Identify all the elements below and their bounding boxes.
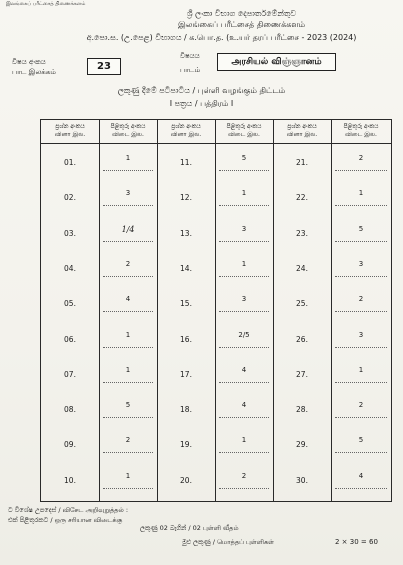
answer-number: 4	[241, 365, 247, 374]
answer-number: 1	[358, 365, 364, 374]
answer-number: 1	[241, 259, 247, 268]
answer-dotted-line	[219, 382, 269, 383]
footer-per-answer: එක් පිළිතුරකට / ஒரு சரியான விடைக்கு	[8, 516, 123, 524]
question-number: 11.	[180, 158, 192, 167]
question-number-header	[41, 123, 99, 139]
answer-number: 5	[241, 154, 247, 162]
answer-dotted-line	[219, 241, 269, 242]
answer-dotted-line	[103, 347, 153, 348]
subject-code-box	[87, 58, 121, 75]
question-number: 17.	[180, 369, 192, 379]
answer-dotted-line	[335, 347, 387, 348]
header-text-tamil: விடை இல.	[112, 131, 144, 138]
header-text-sinhala: ප්‍රශ්න අංකය	[55, 123, 85, 130]
question-number: 04.	[64, 263, 76, 273]
subject-name-box	[217, 53, 336, 71]
paper-title: I පත්‍රය / பத்திரம் I	[169, 99, 234, 108]
subject-name-label-2: பாடம்	[180, 66, 201, 74]
answer-dotted-line	[335, 311, 387, 312]
answer-dotted-line	[335, 241, 387, 242]
answer-number-header	[99, 123, 157, 139]
answer-number: 2	[241, 471, 247, 480]
question-number: 07.	[64, 369, 76, 379]
answer-dotted-line	[219, 347, 269, 348]
question-number: 02.	[64, 193, 76, 203]
answer-number: 2/5	[238, 330, 250, 339]
answer-number: 1	[358, 189, 364, 198]
question-number: 26.	[296, 334, 308, 344]
answer-number: 2	[358, 295, 364, 304]
answer-dotted-line	[219, 276, 269, 277]
answer-number-header	[331, 123, 391, 139]
question-number: 21.	[296, 158, 308, 167]
question-number: 24.	[296, 263, 308, 273]
answer-dotted-line	[219, 205, 269, 206]
answer-number: 5	[358, 224, 364, 233]
answer-dotted-line	[103, 452, 153, 453]
answer-number: 4	[358, 471, 364, 480]
footer-total-label: මුළු ලකුණු / மொத்தப் புள்ளிகள்	[182, 538, 274, 546]
question-number: 10.	[64, 475, 76, 485]
question-number: 08.	[64, 405, 76, 415]
answer-number: 3	[125, 189, 131, 198]
answer-dotted-line	[103, 170, 153, 171]
header-text-tamil: விடை இல.	[228, 131, 260, 138]
answer-dotted-line	[103, 382, 153, 383]
header-text-sinhala: ප්‍රශ්න අංකය	[171, 123, 201, 130]
answer-number: 4	[125, 295, 131, 304]
answer-number: 1/4	[121, 224, 135, 234]
answer-number: 2	[125, 259, 131, 268]
answer-number: 3	[241, 295, 247, 304]
answer-number: 5	[125, 401, 131, 410]
question-number-header	[157, 123, 215, 139]
answer-number: 5	[358, 436, 364, 445]
question-number: 12.	[180, 193, 192, 203]
question-number: 06.	[64, 334, 76, 344]
header-text-sinhala: පිළිතුරු අංකය	[110, 123, 146, 130]
subject-name: அரசியல் விஞ்ஞானம்	[231, 56, 322, 67]
answer-dotted-line	[219, 452, 269, 453]
question-number: 30.	[296, 475, 308, 485]
question-number: 22.	[296, 193, 308, 203]
answer-number: 2	[358, 154, 364, 162]
top-strip-text: இலங்கைப் பரீட்சைத் திணைக்களம்	[6, 1, 86, 7]
question-number: 05.	[64, 299, 76, 309]
answer-dotted-line	[335, 170, 387, 171]
answer-dotted-line	[103, 311, 153, 312]
answer-number: 2	[358, 401, 364, 410]
answer-number: 3	[358, 330, 364, 339]
subject-code: 23	[97, 61, 111, 72]
answer-dotted-line	[219, 488, 269, 489]
question-number: 09.	[64, 440, 76, 450]
answer-dotted-line	[335, 382, 387, 383]
answer-number: 1	[125, 471, 131, 480]
answer-dotted-line	[335, 417, 387, 418]
question-number: 19.	[180, 440, 192, 450]
subject-code-label-1: විෂය අංකය	[12, 58, 46, 66]
question-number: 18.	[180, 405, 192, 415]
question-number: 29.	[296, 440, 308, 450]
answer-dotted-line	[335, 276, 387, 277]
answer-dotted-line	[219, 170, 269, 171]
header-text-tamil: வினா இல.	[286, 131, 318, 138]
answer-number-header	[215, 123, 273, 139]
answer-number: 1	[241, 436, 247, 445]
question-number: 13.	[180, 228, 192, 238]
answer-dotted-line	[103, 488, 153, 489]
question-number: 01.	[64, 158, 76, 167]
answer-number: 1	[125, 330, 131, 339]
question-number: 25.	[296, 299, 308, 309]
answer-number: 4	[241, 401, 247, 410]
answer-dotted-line	[335, 452, 387, 453]
answer-dotted-line	[335, 205, 387, 206]
subject-code-label-2: பாட இலக்கம்	[12, 68, 56, 76]
header-text-tamil: விடை இல.	[345, 131, 377, 138]
question-number-header	[273, 123, 331, 139]
answer-dotted-line	[219, 417, 269, 418]
answer-table	[40, 119, 392, 502]
answer-dotted-line	[103, 276, 153, 277]
question-number: 03.	[64, 228, 76, 238]
answer-dotted-line	[219, 311, 269, 312]
header-line-3: අ.පො.ස. (උ.පෙළ) විභාගය / க.பொ.த. (உ.யர் தரப் பரீட்சை - 2023 (2024)	[86, 33, 357, 42]
header-text-sinhala: පිළිතුරු අංකය	[226, 123, 262, 130]
answer-number: 3	[241, 224, 247, 233]
answer-number: 2	[125, 436, 131, 445]
question-number: 23.	[296, 228, 308, 238]
marking-scheme-title: ලකුණු දීමේ පටිපාටිය / புள்ளி வழங்கும் திட்டம்	[117, 86, 286, 95]
answer-number: 1	[125, 154, 131, 162]
answer-dotted-line	[335, 488, 387, 489]
question-number: 27.	[296, 369, 308, 379]
footer-instruction: ට විශේෂ උපදෙස් / விசேட அறிவுறுத்தல் :	[8, 506, 129, 514]
answer-dotted-line	[103, 241, 153, 242]
header-line-2: இலங்கைப் பரீட்சைத் திணைக்களம்	[177, 20, 305, 29]
header-text-sinhala: ප්‍රශ්න අංකය	[287, 123, 317, 130]
question-number: 16.	[180, 334, 192, 344]
header-line-1: ශ්‍රී ලංකා විභාග දෙපාර්තමේන්තුව	[186, 9, 297, 18]
question-number: 15.	[180, 299, 192, 309]
footer-marks-each: ලකුණු 02 බැගින් / 02 புள்ளி வீதம்	[140, 524, 239, 532]
header-text-tamil: வினா இல.	[54, 131, 86, 138]
answer-dotted-line	[103, 205, 153, 206]
answer-dotted-line	[103, 417, 153, 418]
header-text-tamil: வினா இல.	[170, 131, 202, 138]
question-number: 20.	[180, 475, 192, 485]
question-number: 28.	[296, 405, 308, 415]
answer-number: 1	[241, 189, 247, 198]
answer-number: 1	[125, 365, 131, 374]
answer-number: 3	[358, 259, 364, 268]
subject-name-label-1: විෂයය	[180, 52, 200, 60]
footer-total-value: 2 × 30 = 60	[335, 538, 378, 546]
header-divider	[41, 143, 391, 144]
question-number: 14.	[180, 263, 192, 273]
header-text-sinhala: පිළිතුරු අංකය	[343, 123, 379, 130]
